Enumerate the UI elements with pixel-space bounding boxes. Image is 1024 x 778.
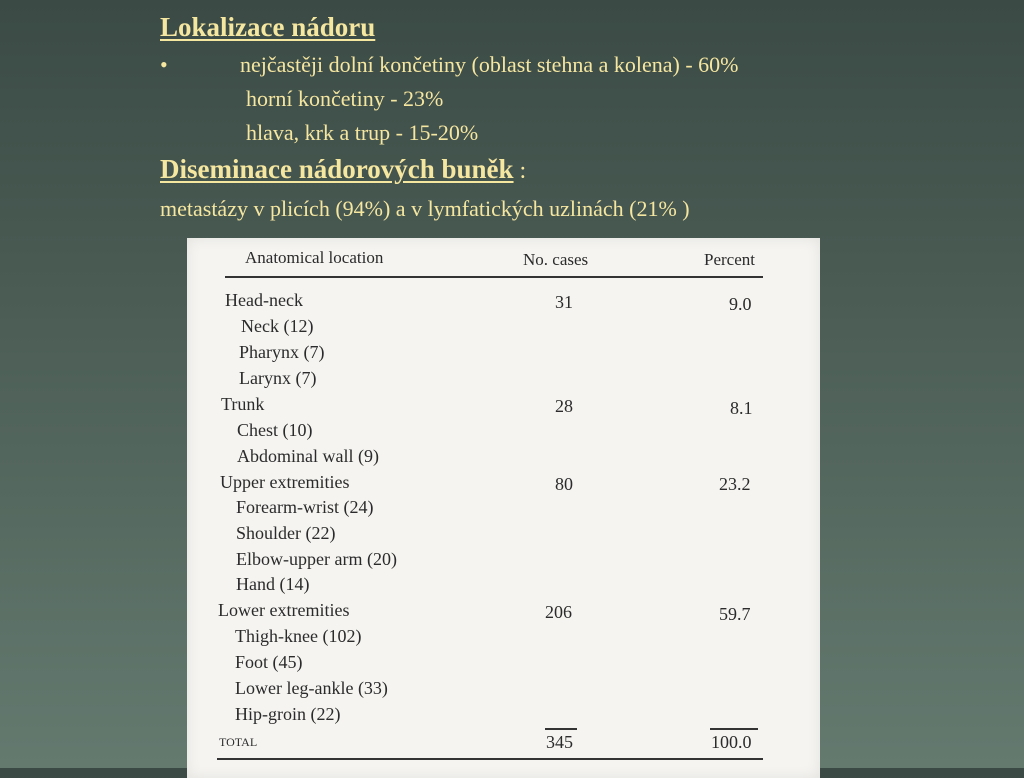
table-row-label: Shoulder (22) bbox=[236, 523, 336, 543]
table-row-label: Larynx (7) bbox=[239, 368, 317, 388]
table-row-label: Trunk bbox=[221, 394, 265, 414]
table-row-label: Pharynx (7) bbox=[239, 342, 325, 362]
table-row-percent: 8.1 bbox=[730, 398, 753, 418]
sum-rule-percent bbox=[710, 728, 758, 730]
text-lower-limbs: nejčastěji dolní končetiny (oblast stehna a kolena) - 60% bbox=[240, 52, 739, 77]
footer-rule bbox=[217, 758, 763, 760]
table-row-cases: 206 bbox=[545, 602, 572, 622]
total-percent: 100.0 bbox=[711, 732, 752, 752]
total-cases: 345 bbox=[546, 732, 573, 752]
table-row-label: Foot (45) bbox=[235, 652, 303, 672]
table-row-percent: 9.0 bbox=[729, 294, 752, 314]
text-head-neck-trunk: hlava, krk a trup - 15-20% bbox=[246, 120, 479, 145]
heading-dissemination-row bbox=[160, 154, 526, 185]
table-row-cases: 31 bbox=[555, 292, 573, 312]
text-metastases: metastázy v plicích (94%) a v lymfatických uzlinách (21% ) bbox=[160, 196, 690, 221]
table-row-label: Hand (14) bbox=[236, 574, 310, 594]
col-header-percent: Percent bbox=[704, 250, 755, 269]
anatomical-location-table-scan bbox=[187, 238, 820, 778]
text-upper-limbs: horní končetiny - 23% bbox=[246, 86, 444, 111]
bullet-marker: • bbox=[160, 52, 168, 77]
col-header-location: Anatomical location bbox=[245, 248, 384, 267]
sum-rule-cases bbox=[545, 728, 577, 730]
table-row-label: Lower extremities bbox=[218, 600, 350, 620]
table-row-label: Hip-groin (22) bbox=[235, 704, 341, 724]
table-row-cases: 28 bbox=[555, 396, 573, 416]
table-row-percent: 59.7 bbox=[719, 604, 751, 624]
header-rule bbox=[225, 276, 763, 278]
table-row-label: Lower leg-ankle (33) bbox=[235, 678, 388, 698]
table-row-label: Thigh-knee (102) bbox=[235, 626, 362, 646]
table-row-percent: 23.2 bbox=[719, 474, 751, 494]
col-header-cases: No. cases bbox=[523, 250, 589, 269]
table-row-label: Upper extremities bbox=[220, 472, 350, 492]
heading-dissemination: Diseminace nádorových buněk bbox=[160, 154, 514, 184]
table-row-label: Head-neck bbox=[225, 290, 303, 310]
table-row-label: Elbow-upper arm (20) bbox=[236, 549, 397, 569]
table-row-cases: 80 bbox=[555, 474, 573, 494]
heading-tumor-localization: Lokalizace nádoru bbox=[160, 12, 376, 42]
total-label: TOTAL bbox=[219, 735, 258, 749]
heading-dissemination-colon: : bbox=[513, 158, 527, 184]
table-row-label: Chest (10) bbox=[237, 420, 313, 440]
table-row-label: Neck (12) bbox=[241, 316, 314, 336]
table-row-label: Abdominal wall (9) bbox=[237, 446, 379, 466]
table-row-label: Forearm-wrist (24) bbox=[236, 497, 374, 517]
